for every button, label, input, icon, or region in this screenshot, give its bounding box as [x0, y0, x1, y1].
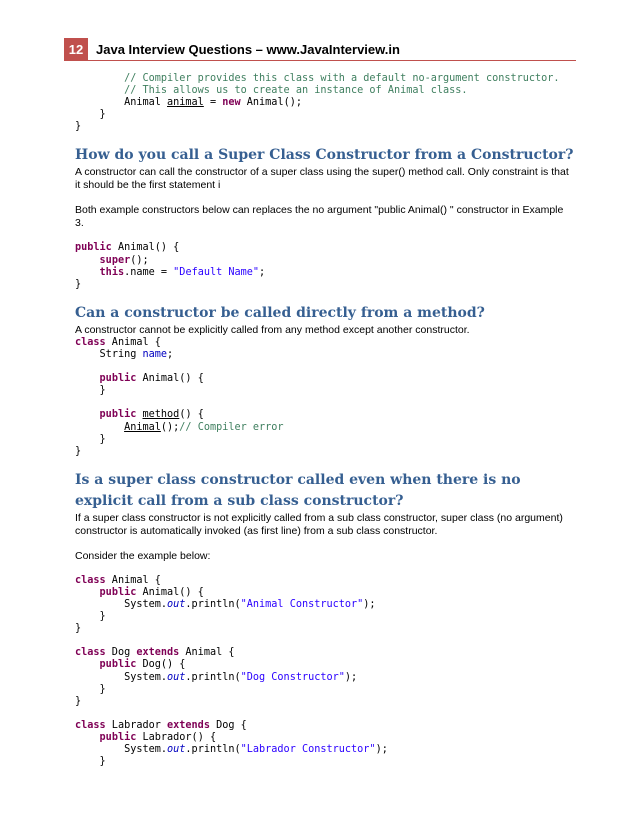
code-text: Labrador() {: [136, 732, 217, 743]
code-brace: }: [75, 445, 82, 457]
code-keyword: class: [75, 574, 106, 586]
code-keyword: public: [75, 242, 112, 254]
code-keyword: super: [99, 254, 131, 266]
section-heading: Is a super class constructor called even when there is no explicit call from a sub class constructor?: [75, 471, 521, 509]
paragraph: A constructor can call the constructor of a super class using the super() method call. Only constraint is that it should be the first statement i: [75, 166, 569, 192]
header-title: Java Interview Questions – www.JavaInterview.in: [96, 41, 400, 57]
code-method: method: [142, 409, 180, 421]
code-text: Dog {: [209, 719, 247, 731]
code-text: Dog: [105, 647, 137, 659]
code-text: );: [375, 744, 388, 756]
code-brace: }: [75, 278, 82, 290]
code-brace: }: [75, 695, 82, 707]
code-block-default-constructor: [75, 73, 575, 133]
code-text: ;: [259, 266, 266, 278]
code-keyword: public: [99, 409, 137, 421]
code-keyword: class: [75, 336, 106, 348]
code-text: Animal() {: [136, 373, 204, 385]
paragraph: Both example constructors below can replaces the no argument "public Animal() " constructor in Example 3.: [75, 204, 564, 230]
paragraph: Consider the example below:: [75, 549, 211, 562]
code-text: Animal();: [240, 97, 302, 109]
code-text: =: [203, 97, 223, 109]
code-text: System.: [124, 744, 168, 756]
code-text: Labrador: [105, 719, 168, 731]
code-keyword: public: [99, 732, 137, 743]
code-brace: }: [99, 433, 106, 445]
code-text: .name =: [124, 266, 174, 278]
code-keyword: public: [99, 586, 137, 598]
code-string: "Dog Constructor": [240, 671, 345, 683]
header-divider: [64, 60, 576, 61]
code-text: Animal {: [105, 574, 161, 586]
code-keyword: public: [99, 373, 137, 385]
code-text: Animal() {: [111, 242, 180, 254]
code-text: System.: [124, 671, 168, 683]
code-field: out: [167, 671, 186, 683]
code-text: );: [344, 671, 358, 683]
code-text: .println(: [185, 744, 241, 756]
code-string: "Labrador Constructor": [240, 744, 376, 756]
code-keyword: class: [75, 719, 106, 731]
code-brace: }: [75, 623, 82, 635]
code-text: System.: [124, 598, 168, 610]
code-text: ;: [167, 348, 174, 360]
section-heading: Can a constructor be called directly from a method?: [75, 304, 485, 321]
code-field: out: [167, 744, 186, 756]
code-block-method-call: [75, 337, 575, 458]
code-text: Animal() {: [136, 586, 204, 598]
paragraph: If a super class constructor is not explicitly called from a sub class constructor, super class (no argument) constructor is automatically invoked (as first line) from a sub class constructor.: [75, 511, 563, 537]
code-brace: }: [99, 756, 106, 768]
code-text: Animal: [124, 97, 168, 109]
code-brace: }: [99, 611, 106, 623]
code-keyword: extends: [136, 647, 180, 659]
paragraph: A constructor cannot be explicitly called from any method except another constructor.: [75, 323, 470, 336]
code-field: out: [167, 598, 186, 610]
code-comment: // Compiler provides this class with a default no-argument constructor.: [124, 73, 560, 84]
code-comment: // Compiler error: [179, 421, 284, 433]
code-brace: }: [99, 385, 106, 397]
code-brace: }: [99, 109, 106, 121]
code-text: .println(: [185, 671, 241, 683]
page-content: [75, 73, 575, 768]
code-text: ();: [160, 421, 180, 433]
code-var: animal: [167, 97, 204, 109]
code-text: Animal {: [105, 336, 161, 348]
code-text: );: [363, 598, 376, 610]
code-brace: }: [99, 683, 106, 695]
code-keyword: class: [75, 647, 106, 659]
code-brace: }: [75, 121, 82, 133]
code-text: ();: [130, 254, 149, 266]
page-header: [64, 38, 400, 60]
section-heading: How do you call a Super Class Constructor from a Constructor?: [75, 147, 574, 164]
code-call: Animal: [124, 421, 161, 433]
code-block-super-call: [75, 242, 575, 290]
code-text: .println(: [185, 598, 241, 610]
code-string: "Default Name": [173, 266, 260, 278]
code-block-inheritance: [75, 575, 575, 769]
code-comment: // This allows us to create an instance of Animal class.: [124, 85, 468, 97]
page-number: 12: [64, 38, 88, 60]
code-keyword: public: [99, 659, 137, 671]
code-keyword: extends: [167, 719, 210, 731]
code-text: () {: [179, 409, 204, 421]
code-string: "Animal Constructor": [240, 598, 364, 610]
code-text: String: [99, 348, 143, 360]
code-text: Dog() {: [136, 659, 186, 671]
code-field: name: [142, 348, 168, 360]
code-text: Animal {: [179, 647, 235, 659]
code-keyword: new: [222, 97, 241, 109]
code-keyword: this: [99, 266, 125, 278]
